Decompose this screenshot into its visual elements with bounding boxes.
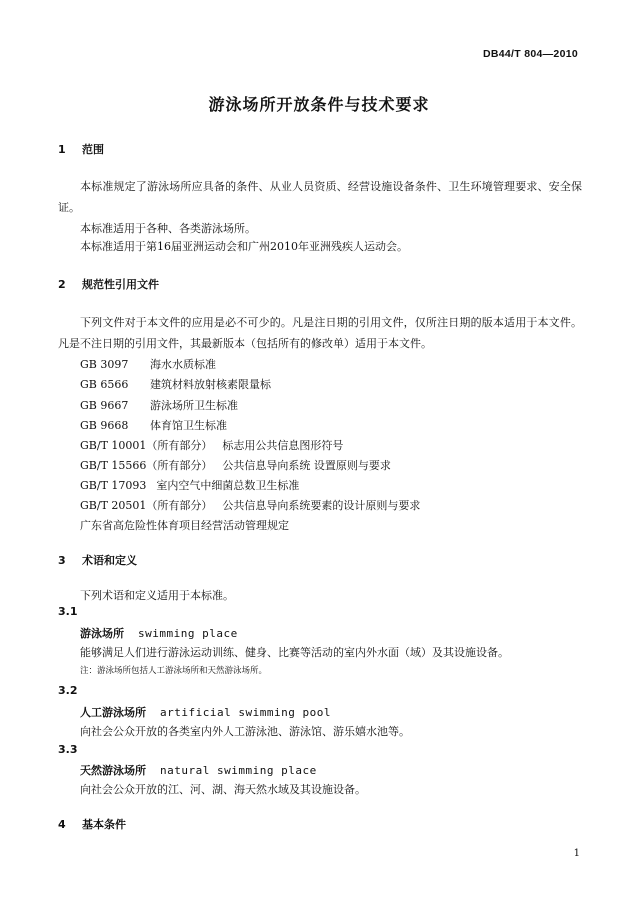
- section-title: 术语和定义: [82, 554, 137, 567]
- section-title: 基本条件: [82, 818, 126, 831]
- section-number: 2: [58, 278, 66, 291]
- section-1-para-1: 本标准规定了游泳场所应具备的条件、从业人员资质、经营设施设备条件、卫生环境管理要求、安全保证。: [58, 180, 582, 214]
- term-en: swimming place: [138, 627, 238, 640]
- reference-code: GB/T 15566（所有部分）: [80, 459, 213, 472]
- document-title: 游泳场所开放条件与技术要求: [208, 95, 430, 114]
- reference-code: GB/T 17093: [80, 479, 147, 492]
- term-cn: 天然游泳场所: [80, 764, 146, 777]
- reference-title: 建筑材料放射核素限量标: [150, 378, 271, 391]
- section-title: 范围: [82, 143, 104, 156]
- reference-code: GB 6566: [80, 378, 129, 391]
- term-cn: 人工游泳场所: [80, 706, 146, 719]
- term-heading: [80, 704, 331, 720]
- section-1-para-2: 本标准适用于各种、各类游泳场所。: [80, 222, 256, 235]
- reference-item: [80, 356, 216, 372]
- section-1-heading: [58, 141, 104, 157]
- section-3-intro: 下列术语和定义适用于本标准。: [80, 589, 234, 602]
- reference-item: [80, 477, 299, 493]
- section-number: 4: [58, 818, 66, 831]
- reference-title: 公共信息导向系统要素的设计原则与要求: [222, 499, 421, 512]
- standard-code: DB44/T 804—2010: [483, 48, 578, 60]
- reference-title: 室内空气中细菌总数卫生标准: [156, 479, 300, 492]
- term-definition: 向社会公众开放的江、河、湖、海天然水域及其设施设备。: [80, 783, 366, 796]
- reference-item: [80, 397, 238, 413]
- term-en: natural swimming place: [160, 764, 317, 777]
- section-4-heading: [58, 816, 126, 832]
- term-definition: 能够满足人们进行游泳运动训练、健身、比赛等活动的室内外水面（域）及其设施设备。: [80, 646, 509, 659]
- section-number: 3: [58, 554, 66, 567]
- reference-title: 标志用公共信息图形符号: [222, 439, 344, 452]
- section-title: 规范性引用文件: [82, 278, 159, 291]
- reference-item-regulation: 广东省高危险性体育项目经营活动管理规定: [80, 519, 289, 532]
- section-2-intro: 下列文件对于本文件的应用是必不可少的。凡是注日期的引用文件，仅所注日期的版本适用于本文件。凡是不注日期的引用文件，其最新版本（包括所有的修改单）适用于本文件。: [58, 316, 582, 350]
- term-en: artificial swimming pool: [160, 706, 331, 719]
- reference-title: 公共信息导向系统 设置原则与要求: [222, 459, 391, 472]
- reference-code: GB 3097: [80, 358, 129, 371]
- reference-code: GB 9667: [80, 399, 129, 412]
- reference-title: 体育馆卫生标准: [150, 419, 227, 432]
- term-cn: 游泳场所: [80, 627, 124, 640]
- term-number: 3.2: [58, 684, 78, 697]
- section-2-heading: [58, 276, 159, 292]
- term-number: 3.3: [58, 743, 78, 756]
- reference-title: 海水水质标准: [150, 358, 216, 371]
- reference-item: [80, 497, 420, 513]
- term-number: 3.1: [58, 605, 78, 618]
- term-note: 注：游泳场所包括人工游泳场所和天然游泳场所。: [80, 666, 268, 676]
- section-1-para-3: 本标准适用于第16届亚洲运动会和广州2010年亚洲残疾人运动会。: [80, 240, 408, 253]
- reference-code: GB 9668: [80, 419, 129, 432]
- term-heading: [80, 625, 238, 641]
- reference-item: [80, 417, 227, 433]
- term-definition: 向社会公众开放的各类室内外人工游泳池、游泳馆、游乐嬉水池等。: [80, 725, 410, 738]
- reference-title: 游泳场所卫生标准: [150, 399, 238, 412]
- section-3-heading: [58, 552, 137, 568]
- reference-code: GB/T 10001（所有部分）: [80, 439, 213, 452]
- reference-item: [80, 457, 391, 473]
- section-number: 1: [58, 143, 66, 156]
- reference-item: [80, 437, 343, 453]
- reference-code: GB/T 20501（所有部分）: [80, 499, 213, 512]
- term-heading: [80, 762, 317, 778]
- page-number: 1: [573, 848, 580, 859]
- reference-item: [80, 376, 271, 392]
